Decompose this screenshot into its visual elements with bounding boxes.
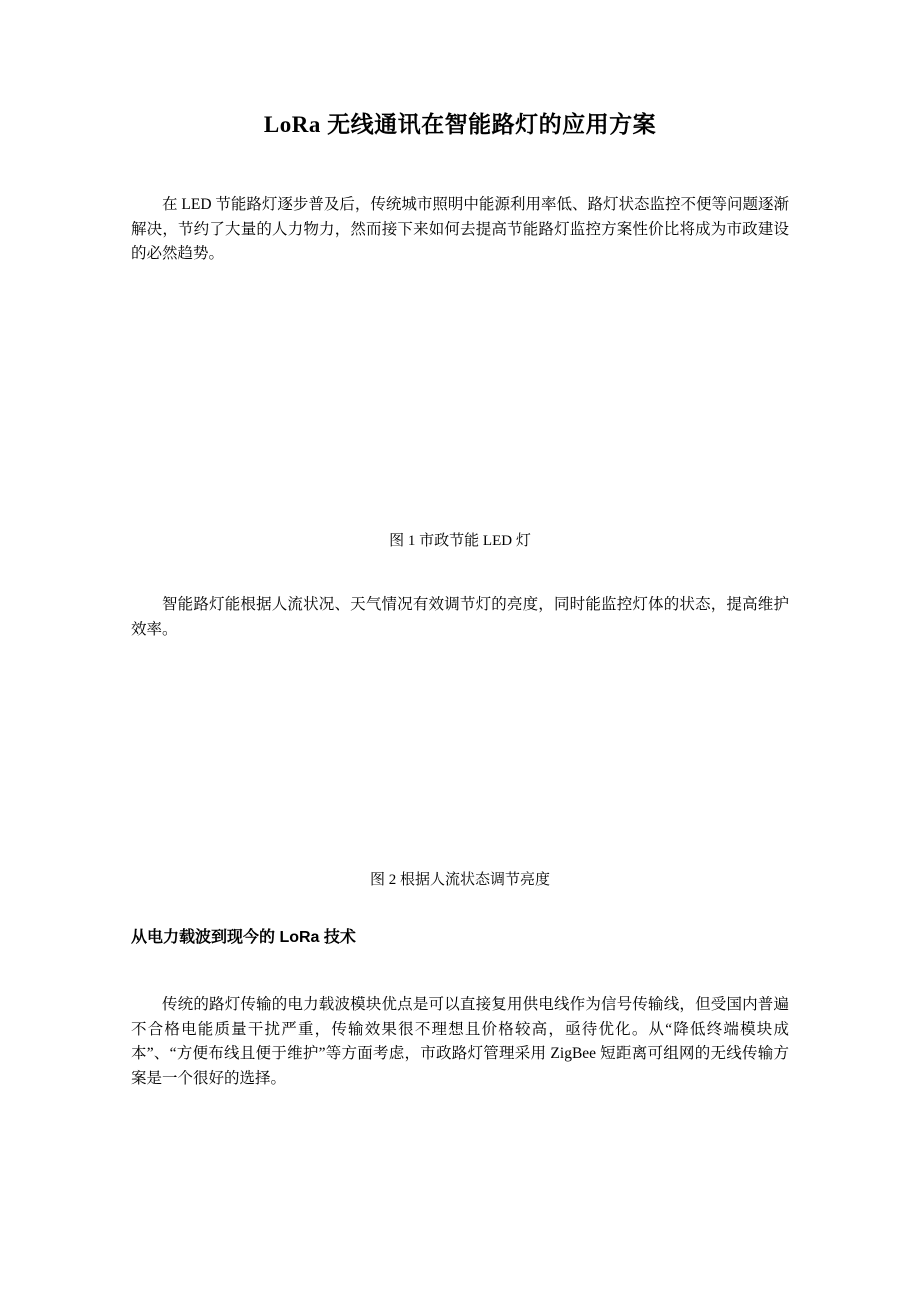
figure-2-image-area — [131, 648, 789, 863]
figure-1-caption: 图 1 市政节能 LED 灯 — [389, 533, 531, 549]
paragraph-intro: 在 LED 节能路灯逐步普及后，传统城市照明中能源利用率低、路灯状态监控不便等问题逐渐解决，节约了大量的人力物力，然而接下来如何去提高节能路灯监控方案性价比将成为市政建设的必然趋势。 — [131, 196, 789, 263]
section-heading-plc-to-lora: 从电力载波到现今的 LoRa 技术 — [131, 929, 356, 946]
figure-2-caption: 图 2 根据人流状态调节亮度 — [369, 872, 550, 888]
document-title: LoRa 无线通讯在智能路灯的应用方案 — [263, 112, 657, 137]
paragraph-smart-light: 智能路灯能根据人流状况、天气情况有效调节灯的亮度，同时能监控灯体的状态，提高维护效率。 — [131, 596, 789, 638]
figure-1-image-area — [131, 272, 789, 524]
paragraph-plc-vs-wireless: 传统的路灯传输的电力载波模块优点是可以直接复用供电线作为信号传输线，但受国内普遍不合格电能质量干扰严重，传输效果很不理想且价格较高，亟待优化。从“降低终端模块成本”、“方便布线且便于维护”等方面考虑，市政路灯管理采用 ZigBee 短距离可组网的无线传输方案是一个很好的选择。 — [131, 996, 789, 1088]
